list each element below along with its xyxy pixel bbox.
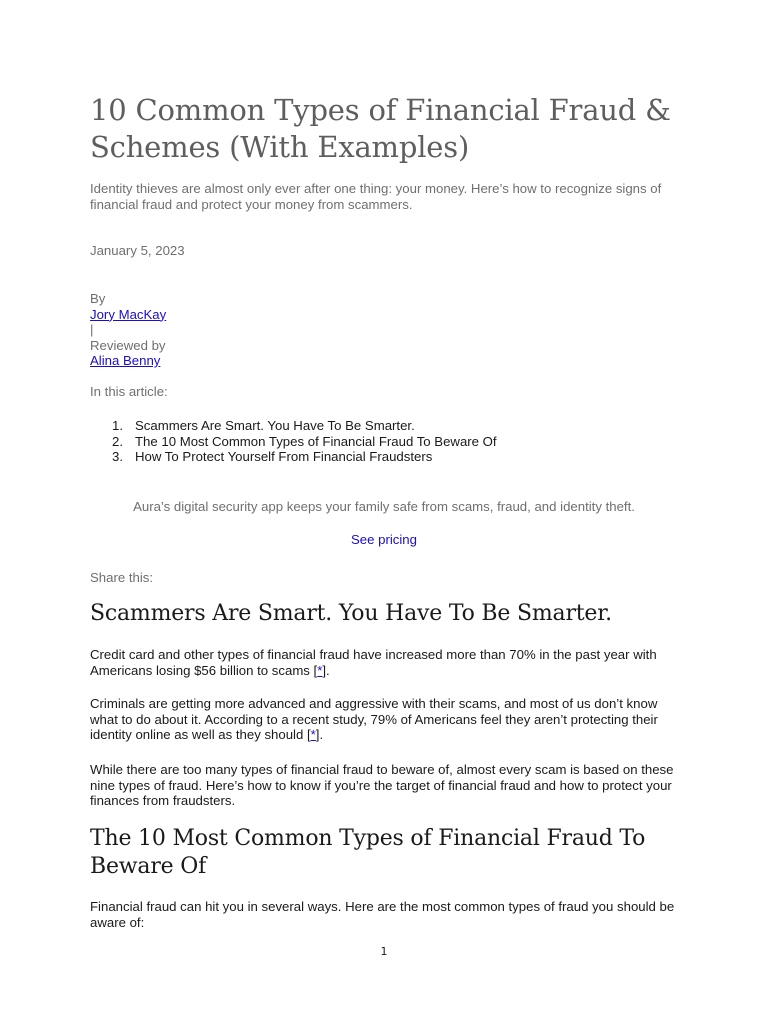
paragraph	[90, 696, 682, 743]
byline	[90, 291, 166, 369]
paragraph: While there are too many types of financial fraud to beware of, almost every scam is based on these nine types of fraud. Here’s how to know if you’re the target of financial fraud and how to protect your finances from fraudsters.	[90, 762, 674, 808]
paragraph	[90, 647, 682, 678]
byline-separator: |	[90, 322, 94, 337]
toc-label: In this article:	[90, 384, 168, 399]
toc-number: 3.	[112, 449, 123, 465]
section-heading-scammers: Scammers Are Smart. You Have To Be Smarter.	[90, 601, 612, 626]
paragraph-text: Criminals are getting more advanced and aggressive with their scams, and most of us don’t know what to do about it. According to a recent study, 79% of Americans feel they aren’t protecting their identity online as well as they should [	[90, 696, 658, 742]
table-of-contents	[90, 418, 497, 465]
reviewed-by-label: Reviewed by	[90, 337, 166, 353]
toc-item-label: The 10 Most Common Types of Financial Fraud To Beware Of	[135, 433, 497, 449]
toc-item-label: How To Protect Yourself From Financial Fraudsters	[135, 449, 433, 465]
paragraph: Financial fraud can hit you in several ways. Here are the most common types of fraud you should be aware of:	[90, 899, 675, 930]
page-number: 1	[380, 945, 388, 958]
promo-text: Aura’s digital security app keeps your family safe from scams, fraud, and identity theft.	[133, 499, 635, 514]
toc-item-3[interactable]	[90, 449, 497, 465]
paragraph-end: ].	[315, 727, 324, 742]
reviewer-link[interactable]: Alina Benny	[90, 353, 161, 368]
share-label: Share this:	[90, 570, 154, 585]
toc-number: 1.	[112, 418, 123, 433]
section-heading-common-types: The 10 Most Common Types of Financial Fraud To Beware Of	[90, 826, 646, 879]
by-label: By	[90, 291, 106, 306]
author-link[interactable]: Jory MacKay	[90, 306, 167, 322]
publish-date: January 5, 2023	[90, 243, 185, 258]
toc-item-label: Scammers Are Smart. You Have To Be Smarter.	[135, 418, 415, 433]
paragraph-text: Credit card and other types of financial fraud have increased more than 70% in the past year with Americans losing $56 billion to scams [	[90, 647, 657, 678]
toc-number: 2.	[112, 433, 123, 449]
article-subtitle: Identity thieves are almost only ever after one thing: your money. Here’s how to recognize signs of financial fraud and protect your money from scammers.	[90, 181, 662, 212]
citation-link[interactable]: *	[317, 662, 323, 678]
citation-link[interactable]: *	[310, 727, 316, 742]
see-pricing-link[interactable]: See pricing	[351, 532, 417, 547]
toc-item-2[interactable]	[90, 434, 497, 450]
article-title: 10 Common Types of Financial Fraud & Schemes (With Examples)	[90, 93, 671, 164]
cta-container	[90, 532, 678, 548]
toc-item-1[interactable]	[90, 418, 497, 434]
paragraph-end: ].	[322, 662, 330, 678]
